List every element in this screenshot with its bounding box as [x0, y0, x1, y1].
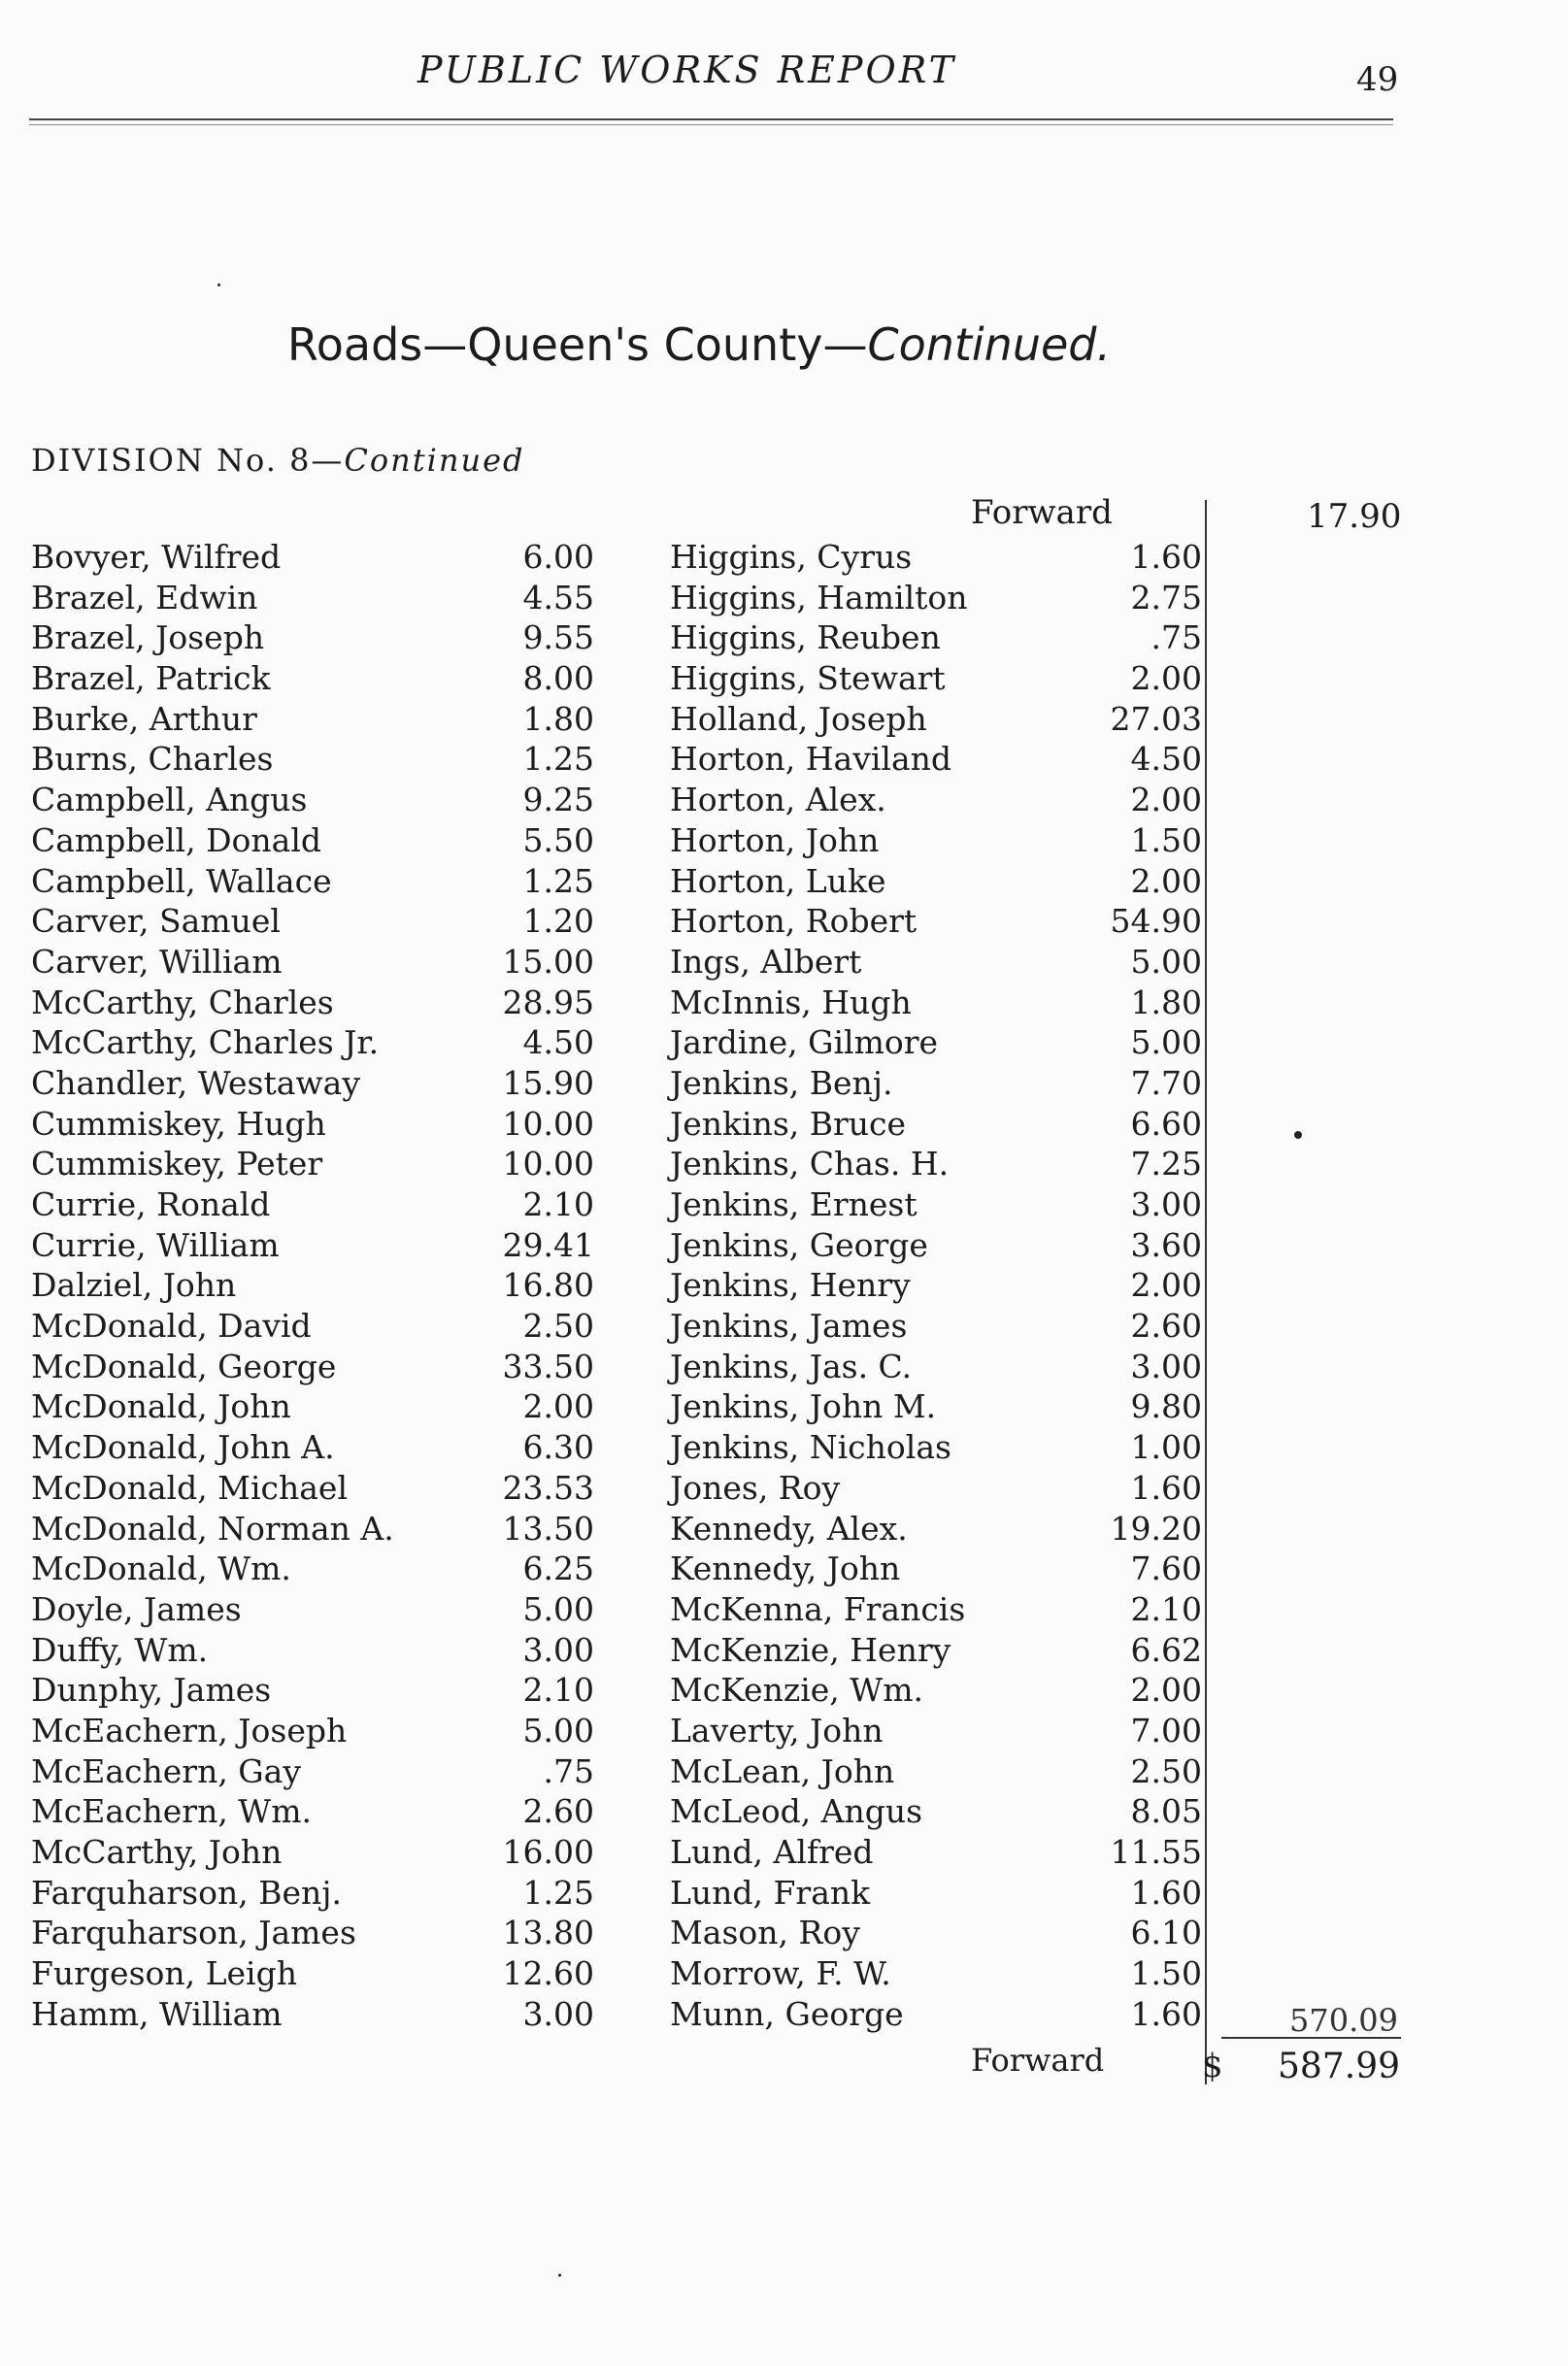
payment-amount: 29.41 [502, 1225, 594, 1264]
ledger-row [670, 1144, 1202, 1184]
payment-amount: 9.55 [522, 618, 594, 657]
ledger-row [31, 1306, 594, 1347]
payee-name: McDonald, David [31, 1307, 312, 1346]
ledger-row [31, 1751, 594, 1792]
ledger-row [670, 983, 1202, 1023]
ledger-row [31, 901, 594, 942]
payment-amount: 1.25 [522, 740, 594, 779]
payee-name: Jenkins, Henry [670, 1266, 911, 1305]
payee-name: Kennedy, John [670, 1550, 901, 1588]
payee-name: Carver, Samuel [31, 902, 281, 941]
ledger-row [31, 739, 594, 780]
payee-name: Cummiskey, Hugh [31, 1104, 326, 1143]
payee-name: Higgins, Stewart [670, 659, 946, 698]
payee-name: Jardine, Gilmore [670, 1023, 939, 1062]
payment-amount: 2.00 [1130, 861, 1202, 900]
ledger-row [670, 578, 1202, 618]
payment-amount: 3.00 [522, 1630, 594, 1669]
ledger-row [31, 1144, 594, 1184]
payee-name: McDonald, John [31, 1387, 291, 1426]
page-number: 49 [1356, 60, 1399, 99]
payee-name: Doyle, James [31, 1589, 242, 1628]
ledger-row [670, 942, 1202, 983]
payee-name: McDonald, Wm. [31, 1550, 291, 1588]
payment-amount: 4.50 [1130, 740, 1202, 779]
payment-amount: 6.10 [1130, 1914, 1202, 1952]
ledger-row [670, 861, 1202, 902]
ledger-row [670, 1670, 1202, 1711]
payment-amount: 1.60 [1130, 1994, 1202, 2033]
amount-column-rule [1205, 500, 1207, 2084]
payee-name: Jenkins, John M. [670, 1387, 937, 1426]
payment-amount: 3.00 [1130, 1347, 1202, 1385]
ledger-row [31, 1386, 594, 1427]
payee-name: Campbell, Wallace [31, 861, 332, 900]
payee-name: Morrow, F. W. [670, 1954, 891, 1993]
header-rule [29, 118, 1393, 125]
forward-top-amount: 17.90 [1307, 497, 1402, 536]
payment-amount: 2.00 [1130, 1266, 1202, 1305]
ledger-row [670, 1791, 1202, 1832]
payment-amount: 1.20 [522, 902, 594, 941]
payment-amount: 2.10 [522, 1671, 594, 1710]
payment-amount: 2.75 [1130, 578, 1202, 616]
running-head: PUBLIC WORKS REPORT [417, 49, 956, 91]
payee-name: Bovyer, Wilfred [31, 538, 282, 576]
payment-amount: .75 [543, 1751, 594, 1790]
payee-name: Burke, Arthur [31, 699, 257, 738]
ledger-row [31, 578, 594, 618]
payee-name: Jones, Roy [670, 1468, 841, 1507]
payment-amount: 2.60 [522, 1792, 594, 1831]
payment-amount: 15.00 [502, 942, 594, 981]
payee-name: Burns, Charles [31, 740, 274, 779]
ledger-row [670, 617, 1202, 658]
payee-name: Jenkins, Bruce [670, 1104, 907, 1143]
ledger-row [31, 537, 594, 578]
payment-amount: 1.00 [1130, 1428, 1202, 1467]
payee-name: Horton, Haviland [670, 740, 952, 779]
ledger-row [670, 820, 1202, 861]
payment-amount: 2.10 [522, 1185, 594, 1223]
ledger-row [31, 1913, 594, 1953]
forward-bottom-amount: 587.99 [1278, 2047, 1400, 2086]
ledger-row [31, 1711, 594, 1751]
payment-amount: 9.25 [522, 781, 594, 819]
ledger-row [670, 1022, 1202, 1063]
payment-amount: 1.80 [1130, 983, 1202, 1021]
payment-amount: 1.80 [522, 699, 594, 738]
ledger-row [31, 1832, 594, 1873]
payee-name: McCarthy, Charles Jr. [31, 1023, 380, 1062]
payee-name: Higgins, Cyrus [670, 538, 913, 576]
forward-top-label: Forward [971, 493, 1113, 532]
ledger-row [670, 1711, 1202, 1751]
payee-name: Kennedy, Alex. [670, 1509, 908, 1548]
payee-name: Holland, Joseph [670, 699, 927, 738]
payment-amount: 7.00 [1130, 1711, 1202, 1750]
ledger-row [31, 617, 594, 658]
payment-amount: 16.00 [502, 1833, 594, 1871]
payment-amount: 16.80 [502, 1266, 594, 1305]
payee-name: Brazel, Edwin [31, 578, 258, 616]
ledger-row [670, 1184, 1202, 1225]
ledger-row [31, 983, 594, 1023]
ledger-row [31, 1589, 594, 1630]
currency-sign: $ [1202, 2047, 1223, 2085]
ledger-row [670, 1832, 1202, 1873]
payee-name: McDonald, George [31, 1347, 337, 1385]
payee-name: Lund, Alfred [670, 1833, 874, 1871]
ink-speck [217, 283, 220, 286]
payment-amount: 2.50 [522, 1307, 594, 1346]
ledger-row [31, 1791, 594, 1832]
ledger-row [31, 1225, 594, 1266]
payment-amount: 28.95 [502, 983, 594, 1021]
payment-amount: 54.90 [1110, 902, 1202, 941]
payee-name: McLeod, Angus [670, 1792, 923, 1831]
payee-name: McKenzie, Henry [670, 1630, 951, 1669]
payment-amount: 2.60 [1130, 1307, 1202, 1346]
payment-amount: 11.55 [1110, 1833, 1202, 1871]
payee-name: Brazel, Patrick [31, 659, 271, 698]
payment-amount: 5.00 [522, 1711, 594, 1750]
ledger-row [31, 942, 594, 983]
payment-amount: 1.60 [1130, 1468, 1202, 1507]
payment-amount: 6.62 [1130, 1630, 1202, 1669]
payee-name: Jenkins, Nicholas [670, 1428, 951, 1467]
division-label: DIVISION No. 8— [31, 442, 345, 479]
payee-name: Duffy, Wm. [31, 1630, 209, 1669]
payment-amount: 10.00 [502, 1145, 594, 1183]
payee-name: McDonald, John A. [31, 1428, 335, 1467]
payment-amount: 13.80 [502, 1914, 594, 1952]
left-column-list [31, 537, 594, 2034]
ledger-row [31, 1063, 594, 1104]
payment-amount: 4.50 [522, 1023, 594, 1062]
payment-amount: 7.70 [1130, 1063, 1202, 1102]
payment-amount: 3.60 [1130, 1225, 1202, 1264]
payee-name: Campbell, Donald [31, 820, 322, 859]
payment-amount: 2.00 [1130, 1671, 1202, 1710]
ledger-row [31, 861, 594, 902]
ledger-row [31, 1468, 594, 1509]
payment-amount: 1.50 [1130, 820, 1202, 859]
ledger-row [670, 1427, 1202, 1468]
ledger-row [670, 537, 1202, 578]
payment-amount: 6.30 [522, 1428, 594, 1467]
payee-name: McEachern, Joseph [31, 1711, 348, 1750]
ledger-row [670, 1873, 1202, 1914]
ledger-row [31, 1427, 594, 1468]
payee-name: Farquharson, Benj. [31, 1873, 342, 1912]
payee-name: Horton, Alex. [670, 781, 886, 819]
payee-name: Horton, Robert [670, 902, 917, 941]
payment-amount: 1.60 [1130, 538, 1202, 576]
payee-name: Jenkins, James [670, 1307, 908, 1346]
payee-name: Campbell, Angus [31, 781, 308, 819]
ledger-row [31, 1670, 594, 1711]
ledger-row [670, 1225, 1202, 1266]
payee-name: McInnis, Hugh [670, 983, 912, 1021]
ledger-row [31, 658, 594, 699]
payee-name: Cummiskey, Peter [31, 1145, 323, 1183]
payment-amount: 2.00 [1130, 659, 1202, 698]
payee-name: Farquharson, James [31, 1914, 356, 1952]
payee-name: Jenkins, Benj. [670, 1063, 893, 1102]
payment-amount: 12.60 [502, 1954, 594, 1993]
payment-amount: 8.05 [1130, 1792, 1202, 1831]
ledger-row [670, 1589, 1202, 1630]
payee-name: Jenkins, Jas. C. [670, 1347, 913, 1385]
payment-amount: 33.50 [502, 1347, 594, 1385]
payment-amount: 27.03 [1110, 699, 1202, 738]
payee-name: McKenzie, Wm. [670, 1671, 923, 1710]
payee-name: McCarthy, John [31, 1833, 283, 1871]
payee-name: Laverty, John [670, 1711, 884, 1750]
payee-name: Higgins, Hamilton [670, 578, 968, 616]
payment-amount: 1.50 [1130, 1954, 1202, 1993]
payment-amount: .75 [1151, 618, 1202, 657]
payment-amount: 19.20 [1110, 1509, 1202, 1548]
ledger-row [670, 1468, 1202, 1509]
payee-name: Horton, Luke [670, 861, 886, 900]
payment-amount: 7.25 [1130, 1145, 1202, 1183]
section-title [0, 318, 1398, 371]
ledger-row [670, 1549, 1202, 1589]
ledger-row [670, 1509, 1202, 1550]
ledger-row [31, 1509, 594, 1550]
payee-name: Chandler, Westaway [31, 1063, 360, 1102]
payee-name: McLean, John [670, 1751, 895, 1790]
ledger-row [31, 1104, 594, 1145]
ledger-row [670, 699, 1202, 740]
payee-name: Munn, George [670, 1994, 904, 2033]
ledger-row [31, 1184, 594, 1225]
payee-name: Brazel, Joseph [31, 618, 265, 657]
payee-name: Mason, Roy [670, 1914, 860, 1952]
subtotal-rule [1221, 2037, 1401, 2039]
ledger-row [31, 1549, 594, 1589]
ledger-row [670, 1994, 1202, 2035]
ledger-row [31, 1953, 594, 1994]
payee-name: Jenkins, George [670, 1225, 928, 1264]
payment-amount: 2.50 [1130, 1751, 1202, 1790]
payment-amount: 23.53 [502, 1468, 594, 1507]
payment-amount: 15.90 [502, 1063, 594, 1102]
payee-name: Dunphy, James [31, 1671, 272, 1710]
payment-amount: 8.00 [522, 659, 594, 698]
payee-name: McEachern, Wm. [31, 1792, 313, 1831]
ledger-row [670, 1751, 1202, 1792]
column-subtotal: 570.09 [1289, 2002, 1398, 2039]
payee-name: Jenkins, Chas. H. [670, 1145, 950, 1183]
ledger-row [670, 1306, 1202, 1347]
payee-name: Furgeson, Leigh [31, 1954, 297, 1993]
ledger-row [670, 1630, 1202, 1671]
ledger-row [670, 1265, 1202, 1306]
payee-name: Currie, Ronald [31, 1185, 271, 1223]
ledger-row [670, 780, 1202, 820]
ledger-row [31, 699, 594, 740]
forward-bottom-label: Forward [971, 2042, 1105, 2079]
ledger-row [670, 739, 1202, 780]
ledger-row [31, 780, 594, 820]
payment-amount: 4.55 [522, 578, 594, 616]
ledger-row [31, 1347, 594, 1387]
payee-name: McCarthy, Charles [31, 983, 334, 1021]
payee-name: Horton, John [670, 820, 880, 859]
payee-name: Lund, Frank [670, 1873, 871, 1912]
payee-name: Carver, William [31, 942, 283, 981]
ledger-row [670, 901, 1202, 942]
payment-amount: 9.80 [1130, 1387, 1202, 1426]
ledger-row [31, 1022, 594, 1063]
ledger-row [670, 1347, 1202, 1387]
payment-amount: 10.00 [502, 1104, 594, 1143]
ledger-row [31, 820, 594, 861]
payment-amount: 5.00 [1130, 942, 1202, 981]
ledger-row [670, 1953, 1202, 1994]
ledger-row [31, 1630, 594, 1671]
division-heading [31, 442, 525, 479]
payee-name: McKenna, Francis [670, 1589, 966, 1628]
payment-amount: 5.00 [1130, 1023, 1202, 1062]
payment-amount: 1.60 [1130, 1873, 1202, 1912]
ledger-row [670, 1104, 1202, 1145]
ledger-row [31, 1265, 594, 1306]
ledger-row [670, 1913, 1202, 1953]
ledger-row [31, 1994, 594, 2035]
ledger-row [670, 1063, 1202, 1104]
payee-name: McDonald, Norman A. [31, 1509, 394, 1548]
right-column-list [670, 537, 1202, 2034]
ink-speck [1294, 1131, 1302, 1139]
payment-amount: 3.00 [1130, 1185, 1202, 1223]
section-title-main: Roads—Queen's County— [286, 318, 868, 371]
payment-amount: 7.60 [1130, 1550, 1202, 1588]
payment-amount: 6.25 [522, 1550, 594, 1588]
payment-amount: 1.25 [522, 861, 594, 900]
payment-amount: 1.25 [522, 1873, 594, 1912]
payee-name: Currie, William [31, 1225, 280, 1264]
payee-name: Dalziel, John [31, 1266, 237, 1305]
payment-amount: 3.00 [522, 1994, 594, 2033]
payment-amount: 13.50 [502, 1509, 594, 1548]
payee-name: McDonald, Michael [31, 1468, 349, 1507]
payment-amount: 2.10 [1130, 1589, 1202, 1628]
payment-amount: 6.60 [1130, 1104, 1202, 1143]
payee-name: Hamm, William [31, 1994, 283, 2033]
ink-speck [558, 2274, 561, 2277]
ledger-row [31, 1873, 594, 1914]
payment-amount: 5.00 [522, 1589, 594, 1628]
payment-amount: 5.50 [522, 820, 594, 859]
payee-name: Ings, Albert [670, 942, 862, 981]
payee-name: Higgins, Reuben [670, 618, 941, 657]
payee-name: Jenkins, Ernest [670, 1185, 917, 1223]
payee-name: McEachern, Gay [31, 1751, 301, 1790]
payment-amount: 6.00 [522, 538, 594, 576]
ledger-row [670, 1386, 1202, 1427]
ledger-row [670, 658, 1202, 699]
payment-amount: 2.00 [522, 1387, 594, 1426]
payment-amount: 2.00 [1130, 781, 1202, 819]
division-continued: Continued [344, 442, 525, 479]
section-title-continued: Continued. [867, 318, 1112, 371]
